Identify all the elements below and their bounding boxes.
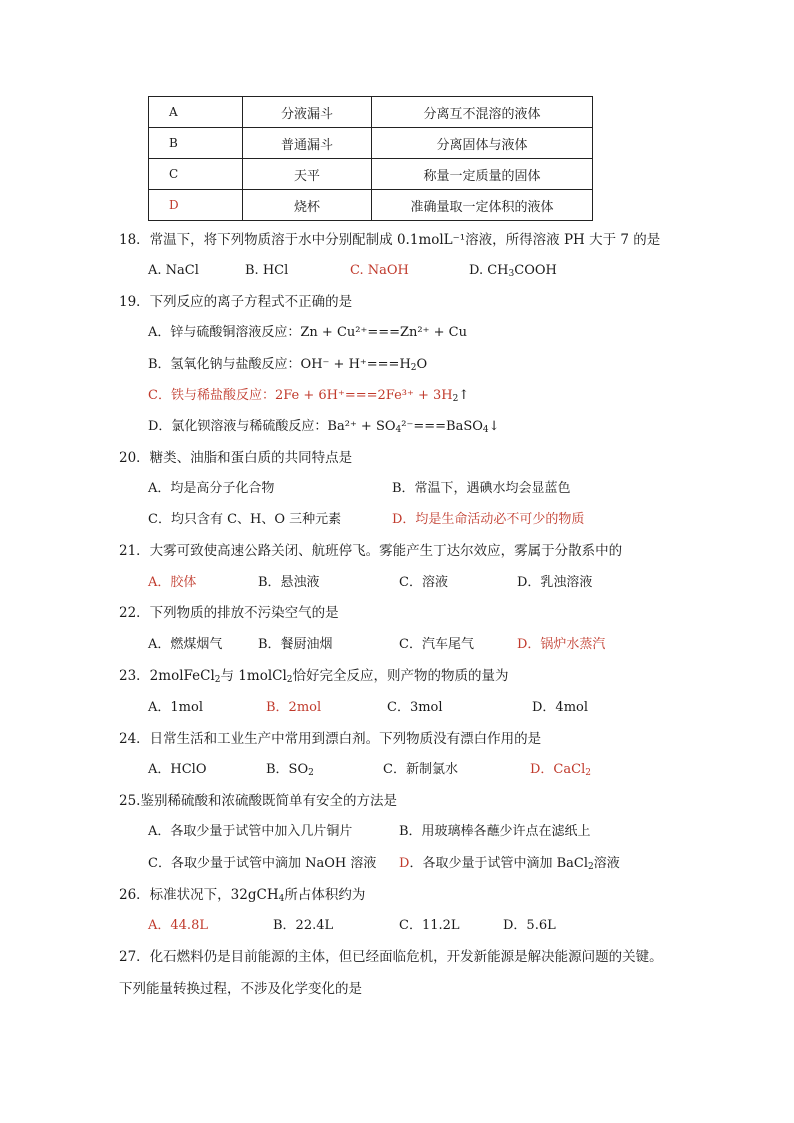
q22-option-c: C．汽车尾气 (399, 637, 474, 652)
q18-option-c-answer: C. NaOH (350, 263, 409, 278)
q26-option-d: D．5.6L (503, 918, 556, 933)
q23-option-c: C．3mol (387, 700, 443, 715)
q22-option-d-answer: D．锅炉水蒸汽 (517, 637, 606, 652)
q21-option-c: C．溶液 (399, 575, 448, 590)
apparatus-name: 分液漏斗 (243, 97, 372, 128)
table-row (149, 159, 593, 190)
apparatus-use: 称量一定质量的固体 (372, 159, 593, 190)
question-20-stem: 20．糖类、油脂和蛋白质的共同特点是 (119, 450, 353, 466)
q18-option-d: D. $CH_3COOH$ (469, 263, 557, 279)
option-letter: A (149, 97, 243, 128)
apparatus-name: 天平 (243, 159, 372, 190)
q21-option-a-answer: A．胶体 (148, 575, 197, 590)
question-23-stem: 23．2molFeCl$_2$与 1molCl$_2$恰好完全反应，则产物的物质的量为 (119, 668, 509, 685)
q19-option-b: B．氢氧化钠与盐酸反应：$OH^- + H^+===H_2O$ (148, 357, 428, 373)
q25-option-a: A．各取少量于试管中加入几片铜片 (148, 824, 353, 839)
table-row (149, 97, 593, 128)
q21-option-b: B．悬浊液 (258, 575, 320, 590)
question-25-stem: 25.鉴别稀硫酸和浓硫酸既简单有安全的方法是 (119, 793, 397, 809)
table-row (149, 128, 593, 159)
option-letter: B (149, 128, 243, 159)
question-22-stem: 22．下列物质的排放不污染空气的是 (119, 605, 339, 621)
question-27-stem-line1: 27．化石燃料仍是目前能源的主体，但已经面临危机，开发新能源是解决能源问题的关键。 (119, 949, 663, 965)
q26-option-b: B．22.4L (273, 918, 334, 933)
apparatus-use: 分离互不混溶的液体 (372, 97, 593, 128)
q25-option-b: B．用玻璃棒各蘸少许点在滤纸上 (399, 824, 591, 839)
q25-option-d-answer: D．各取少量于试管中滴加 BaCl$_2$溶液 (399, 856, 620, 872)
apparatus-table (148, 96, 593, 221)
q18-option-b: B. HCl (245, 263, 289, 278)
q22-option-b: B．餐厨油烟 (258, 637, 333, 652)
q18-option-a: A. NaCl (148, 263, 199, 278)
q19-option-c-answer: C．铁与稀盐酸反应：$2Fe + 6H^+===2Fe^{3+} + 3H_2↑$ (148, 388, 470, 404)
q23-option-d: D．4mol (532, 700, 589, 715)
q24-option-d-answer: D．CaCl$_2$ (530, 762, 591, 778)
q23-option-a: A．1mol (148, 700, 203, 715)
q25-option-c: C．各取少量于试管中滴加 NaOH 溶液 (148, 856, 377, 871)
q20-option-d-answer: D．均是生命活动必不可少的物质 (392, 512, 585, 527)
q24-option-a: A．HClO (148, 762, 207, 777)
question-21-stem: 21．大雾可致使高速公路关闭、航班停飞。雾能产生丁达尔效应，雾属于分散系中的 (119, 543, 623, 559)
q19-option-a: A．锌与硫酸铜溶液反应：Zn + Cu²⁺===Zn²⁺ + Cu (148, 325, 467, 340)
option-letter: C (149, 159, 243, 190)
q26-option-a-answer: A．44.8L (148, 918, 208, 933)
q23-option-b-answer: B．2mol (266, 700, 322, 715)
q22-option-a: A．燃煤烟气 (148, 637, 223, 652)
q26-option-c: C．11.2L (399, 918, 460, 933)
apparatus-use: 分离固体与液体 (372, 128, 593, 159)
table-row (149, 190, 593, 221)
q20-option-b: B．常温下，遇碘水均会显蓝色 (392, 481, 571, 496)
question-19-stem: 19．下列反应的离子方程式不正确的是 (119, 294, 353, 310)
apparatus-use: 准确量取一定体积的液体 (372, 190, 593, 221)
q24-option-b: B．$SO_2$ (266, 762, 314, 778)
q24-option-c: C．新制氯水 (383, 762, 458, 777)
question-18-stem: 18．常温下，将下列物质溶于水中分别配制成 0.1molL⁻¹溶液，所得溶液 PH 大于 7 的是 (119, 232, 661, 248)
option-letter-answer: D (149, 190, 243, 221)
apparatus-name: 烧杯 (243, 190, 372, 221)
q21-option-d: D．乳浊溶液 (517, 575, 593, 590)
question-24-stem: 24．日常生活和工业生产中常用到漂白剂。下列物质没有漂白作用的是 (119, 731, 542, 747)
question-26-stem: 26．标准状况下，32gCH$_4$所占体积约为 (119, 887, 366, 904)
q20-option-a: A．均是高分子化合物 (148, 481, 275, 496)
apparatus-name: 普通漏斗 (243, 128, 372, 159)
q19-option-d: D．氯化钡溶液与稀硫酸反应：$Ba^{2+} + SO_4^{2-}===BaSO_4↓$ (148, 419, 500, 435)
question-27-stem-line2: 下列能量转换过程，不涉及化学变化的是 (119, 981, 362, 997)
q20-option-c: C．均只含有 C、H、O 三种元素 (148, 512, 342, 527)
